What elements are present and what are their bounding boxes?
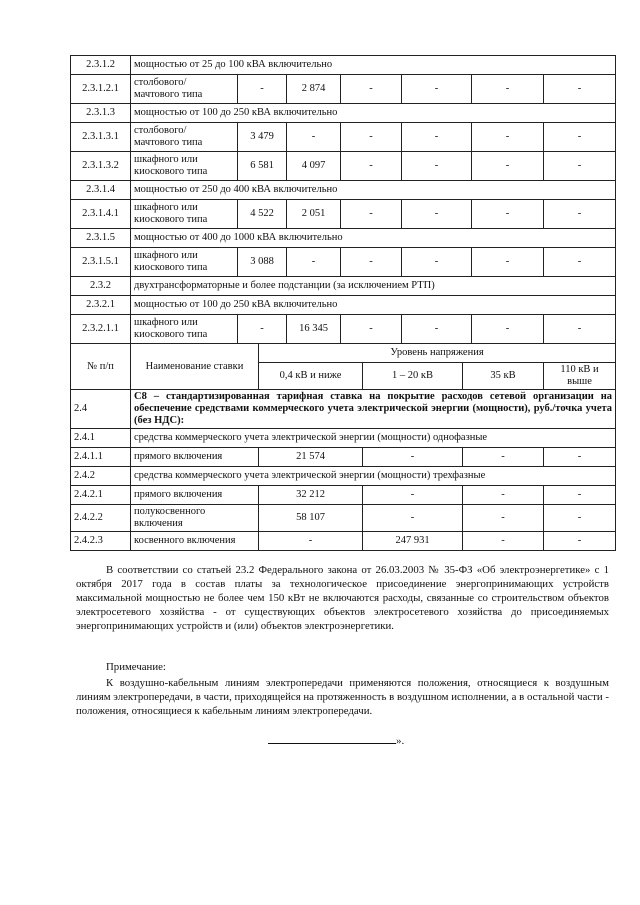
row-name: прямого включения [131, 486, 259, 505]
row-value: - [463, 532, 544, 551]
row-code: 2.3.1.2.1 [71, 75, 131, 104]
row-value: - [259, 532, 363, 551]
row-value: - [544, 505, 616, 532]
table-row [71, 486, 616, 505]
row-value: - [402, 248, 472, 277]
header-level-1-20: 1 – 20 кВ [363, 363, 463, 390]
header-level-110: 110 кВ и выше [544, 363, 616, 390]
row-value: 6 581 [238, 152, 287, 181]
row-value: - [402, 315, 472, 344]
table-row [71, 152, 616, 181]
row-value: - [472, 248, 544, 277]
row-section-title: мощностью от 250 до 400 кВА включительно [131, 181, 616, 200]
row-value: - [341, 200, 402, 229]
row-code: 2.3.1.3 [71, 104, 131, 123]
row-value: - [463, 486, 544, 505]
row-code: 2.3.2.1 [71, 296, 131, 315]
table-row [71, 104, 616, 123]
row-name: прямого включения [131, 448, 259, 467]
row-value: - [544, 123, 616, 152]
note-title: Примечание: [106, 661, 166, 673]
row-value: - [472, 75, 544, 104]
closing-line [268, 733, 404, 747]
row-name: шкафного или киоскового типа [131, 200, 238, 229]
row-value: - [363, 505, 463, 532]
table-row [71, 200, 616, 229]
row-value: - [463, 448, 544, 467]
row-section-title: средства коммерческого учета электрической энергии (мощности) однофазные [131, 429, 616, 448]
row-name: косвенного включения [131, 532, 259, 551]
row-rate-title: С8 – стандартизированная тарифная ставка на покрытие расходов сетевой организации на обеспечение средствами коммерческого учета электрической энергии (мощности), руб./точка учета (без НДС): [131, 390, 616, 429]
row-code: 2.3.1.5.1 [71, 248, 131, 277]
table-row [71, 532, 616, 551]
table-row [71, 467, 616, 486]
row-value: - [544, 152, 616, 181]
header-num: № п/п [71, 344, 131, 390]
row-value: - [544, 448, 616, 467]
row-value: - [544, 532, 616, 551]
row-value: - [341, 123, 402, 152]
row-name: шкафного или киоскового типа [131, 152, 238, 181]
row-value: - [363, 486, 463, 505]
row-code: 2.4.2.3 [71, 532, 131, 551]
row-value: 3 088 [238, 248, 287, 277]
tariff-table-metering [70, 343, 616, 551]
header-level-0-4: 0,4 кВ и ниже [259, 363, 363, 390]
row-section-title: мощностью от 100 до 250 кВА включительно [131, 296, 616, 315]
row-value: 32 212 [259, 486, 363, 505]
row-name: столбового/ мачтового типа [131, 123, 238, 152]
row-value: 21 574 [259, 448, 363, 467]
row-name: шкафного или киоскового типа [131, 315, 238, 344]
row-value: - [472, 315, 544, 344]
table-row [71, 296, 616, 315]
row-value: - [238, 315, 287, 344]
row-value: 4 097 [287, 152, 341, 181]
table-row [71, 181, 616, 200]
row-section-title: мощностью от 25 до 100 кВА включительно [131, 56, 616, 75]
tariff-table-substations [70, 55, 616, 344]
row-name: полукосвенного включения [131, 505, 259, 532]
header-name: Наименование ставки [131, 344, 259, 390]
table-row [71, 56, 616, 75]
row-value: - [341, 248, 402, 277]
note-text: К воздушно-кабельным линиям электропередачи применяются положения, относящиеся к воздушным линиям электропередачи, в части, приходящейся на протяженность в воздушном исполнении, а в остальной части - положения, относящиеся к кабельным линиям электропередачи. [76, 677, 609, 717]
table-row [71, 505, 616, 532]
row-code: 2.3.1.3.1 [71, 123, 131, 152]
row-value: 16 345 [287, 315, 341, 344]
row-name: шкафного или киоскового типа [131, 248, 238, 277]
row-value: - [472, 123, 544, 152]
closing-quote: ». [396, 735, 405, 747]
table-row [71, 429, 616, 448]
row-value: - [341, 315, 402, 344]
row-value: 2 051 [287, 200, 341, 229]
row-code: 2.3.1.4.1 [71, 200, 131, 229]
row-value: - [544, 75, 616, 104]
table-row [71, 229, 616, 248]
row-value: - [544, 200, 616, 229]
row-value: - [287, 123, 341, 152]
table-row [71, 123, 616, 152]
row-code: 2.3.1.5 [71, 229, 131, 248]
row-value: 247 931 [363, 532, 463, 551]
row-code: 2.3.2.1.1 [71, 315, 131, 344]
row-section-title: мощностью от 100 до 250 кВА включительно [131, 104, 616, 123]
row-value: - [363, 448, 463, 467]
row-code: 2.3.1.2 [71, 56, 131, 75]
row-code: 2.3.1.3.2 [71, 152, 131, 181]
row-value: - [238, 75, 287, 104]
row-value: 3 479 [238, 123, 287, 152]
row-value: - [341, 75, 402, 104]
row-value: - [472, 200, 544, 229]
row-value: - [463, 505, 544, 532]
row-value: - [544, 315, 616, 344]
row-value: - [472, 152, 544, 181]
table-row [71, 448, 616, 467]
row-value: 4 522 [238, 200, 287, 229]
row-name: столбового/ мачтового типа [131, 75, 238, 104]
table-row [71, 390, 616, 429]
row-value: 58 107 [259, 505, 363, 532]
table-row [71, 277, 616, 296]
row-code: 2.4.2.1 [71, 486, 131, 505]
row-code: 2.4.1 [71, 429, 131, 448]
row-section-title: средства коммерческого учета электрической энергии (мощности) трехфазные [131, 467, 616, 486]
row-code: 2.4.1.1 [71, 448, 131, 467]
table-row [71, 75, 616, 104]
row-value: 2 874 [287, 75, 341, 104]
row-value: - [402, 75, 472, 104]
paragraph-law-reference: В соответствии со статьей 23.2 Федерального закона от 26.03.2003 № 35-ФЗ «Об электроэнергетике» с 1 октября 2017 года в состав платы за технологическое присоединение энергопринимающих устройств максимальной мощностью не более чем 150 кВт не включаются расходы, связанные со строительством объектов электросетевого хозяйства - от существующих объектов электросетевого хозяйства до присоединяемых энергопринимающих устройств и (или) объектов электроэнергетики. [76, 564, 609, 632]
row-value: - [402, 123, 472, 152]
table-row [71, 315, 616, 344]
header-voltage-level: Уровень напряжения [259, 344, 616, 363]
row-section-title: мощностью от 400 до 1000 кВА включительно [131, 229, 616, 248]
row-code: 2.4 [71, 390, 131, 429]
table-row [71, 248, 616, 277]
row-section-title: двухтрансформаторные и более подстанции (за исключением РТП) [131, 277, 616, 296]
row-value: - [544, 486, 616, 505]
header-level-35: 35 кВ [463, 363, 544, 390]
row-value: - [544, 248, 616, 277]
signature-line [268, 733, 396, 744]
row-value: - [341, 152, 402, 181]
row-value: - [287, 248, 341, 277]
row-value: - [402, 200, 472, 229]
row-code: 2.4.2 [71, 467, 131, 486]
row-code: 2.3.1.4 [71, 181, 131, 200]
row-value: - [402, 152, 472, 181]
row-code: 2.4.2.2 [71, 505, 131, 532]
row-code: 2.3.2 [71, 277, 131, 296]
